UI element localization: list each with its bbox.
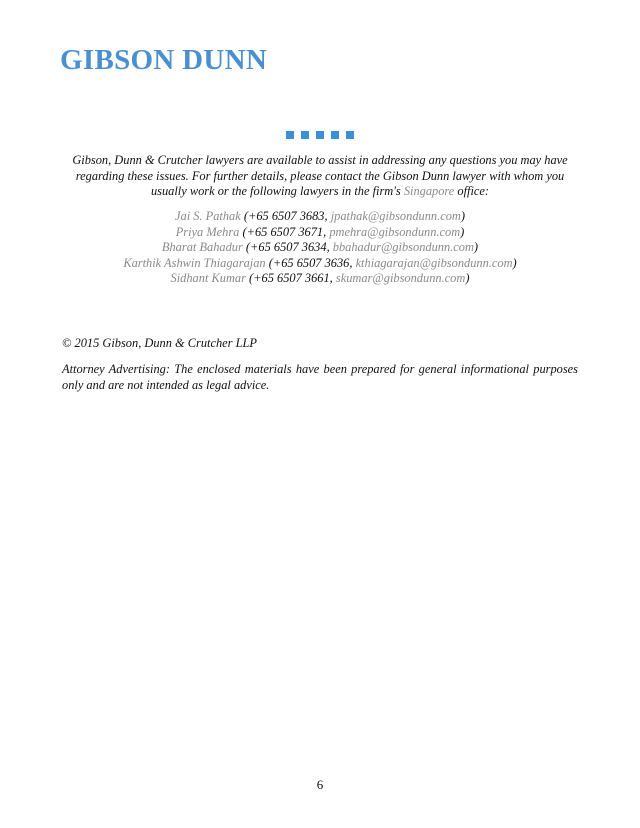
contact-email-link[interactable]: bbahadur@gibsondunn.com xyxy=(332,240,474,255)
contact-entry: Sidhant Kumar (+65 6507 3661, skumar@gibsondunn.com) xyxy=(170,271,470,286)
contact-entry: Priya Mehra (+65 6507 3671, pmehra@gibsondunn.com) xyxy=(175,224,465,239)
contact-list xyxy=(0,209,640,287)
office-link[interactable]: Singapore xyxy=(403,184,455,199)
contact-email-link[interactable]: kthiagarajan@gibsondunn.com xyxy=(355,255,513,270)
contact-email-link[interactable]: jpathak@gibsondunn.com xyxy=(330,209,461,223)
attorney-advertising-notice: Attorney Advertising: The enclosed materials have been prepared for general informational purposes only and are not intended as legal advice. xyxy=(62,362,578,392)
contact-phone: +65 6507 3683 xyxy=(247,209,325,223)
firm-logo: GIBSON DUNN xyxy=(60,44,268,76)
contact-phone: +65 6507 3661 xyxy=(253,271,330,286)
intro-text: Gibson, Dunn & Crutcher lawyers are available to assist in addressing any questions you may have regarding these issues. For further details, please contact the Gibson Dunn lawyer with whom you usually work or the following lawyers in the firm's xyxy=(72,153,568,199)
contact-entry: Bharat Bahadur (+65 6507 3634, bbahadur@gibsondunn.com) xyxy=(161,240,479,255)
contact-phone: +65 6507 3634 xyxy=(250,240,327,255)
intro-paragraph xyxy=(62,153,578,200)
contact-phone: +65 6507 3636 xyxy=(272,255,350,270)
contact-entry: Jai S. Pathak (+65 6507 3683, jpathak@gibsondunn.com) xyxy=(175,209,465,223)
contact-email-link[interactable]: pmehra@gibsondunn.com xyxy=(329,224,461,239)
contact-email-link[interactable]: skumar@gibsondunn.com xyxy=(335,271,466,286)
page-number: 6 xyxy=(316,777,324,792)
contact-name-link[interactable]: Bharat Bahadur xyxy=(161,240,243,255)
contact-name-link[interactable]: Jai S. Pathak xyxy=(175,209,241,223)
divider-square xyxy=(346,131,354,139)
divider-square xyxy=(286,131,294,139)
divider-square xyxy=(331,131,339,139)
contact-name-link[interactable]: Sidhant Kumar xyxy=(170,271,246,286)
contact-phone: +65 6507 3671 xyxy=(246,224,324,239)
copyright-notice: © 2015 Gibson, Dunn & Crutcher LLP xyxy=(62,336,257,350)
divider-square xyxy=(316,131,324,139)
contact-entry: Karthik Ashwin Thiagarajan (+65 6507 3636, kthiagarajan@gibsondunn.com) xyxy=(123,255,517,270)
divider-square xyxy=(301,131,309,139)
intro-text-end: office: xyxy=(454,184,490,199)
contact-name-link[interactable]: Karthik Ashwin Thiagarajan xyxy=(123,255,266,270)
contact-name-link[interactable]: Priya Mehra xyxy=(175,224,240,239)
section-divider xyxy=(0,131,640,139)
